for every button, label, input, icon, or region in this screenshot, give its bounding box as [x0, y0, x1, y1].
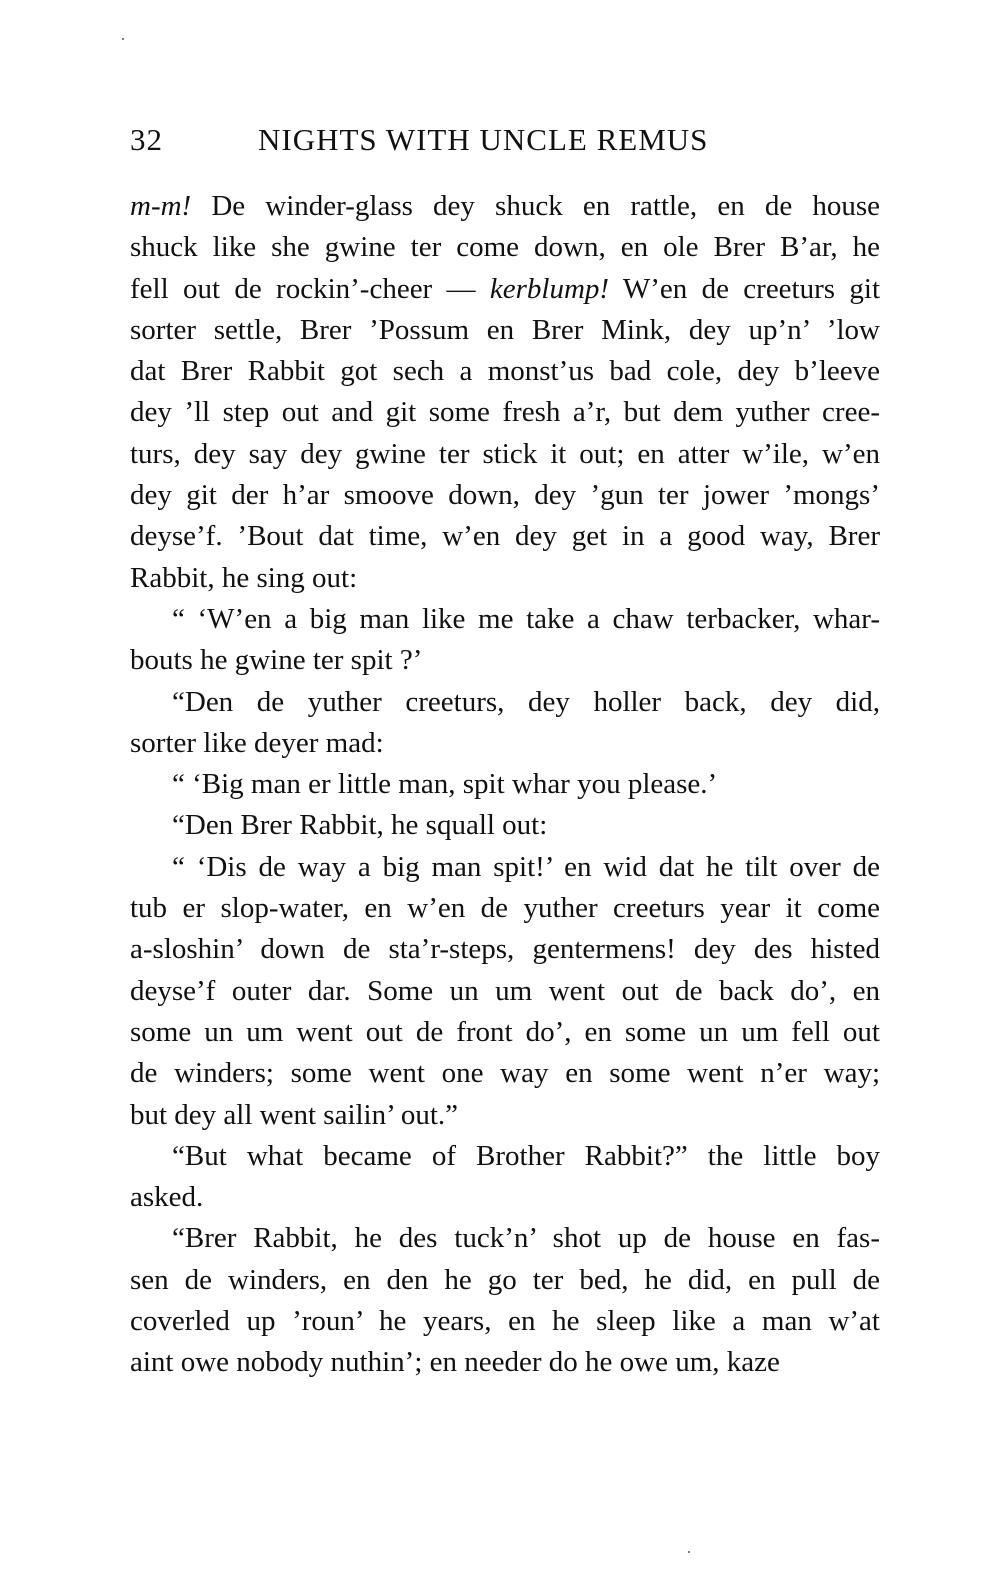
text-run: bouts he gwine ter spit ?’ — [130, 644, 423, 677]
text-run: de winders; some went one way en some went n’er way; — [130, 1057, 880, 1090]
text-line — [130, 475, 880, 516]
text-line — [130, 1260, 880, 1301]
text-run: deyse’f outer dar. Some un um went out de back do’, en — [130, 974, 880, 1007]
text-line — [130, 682, 880, 723]
text-run: W’en de creeturs git — [609, 272, 880, 305]
paragraph — [130, 599, 880, 682]
text-run: Rabbit, he sing out: — [130, 561, 358, 594]
paragraph — [130, 1136, 880, 1219]
text-run: dey ’ll step out and git some fresh a’r, but dem yuther cree- — [130, 396, 880, 429]
text-run: “ ‘Dis de way a big man spit!’ en wid dat he tilt over de — [172, 850, 880, 883]
text-run: De winder-glass dey shuck en rattle, en de house — [191, 190, 880, 222]
text-run: some un um went out de front do’, en some un um fell out — [130, 1015, 880, 1048]
text-run: dat Brer Rabbit got sech a monst’us bad cole, dey b’leeve — [130, 355, 880, 388]
text-line — [130, 1095, 880, 1136]
text-line — [130, 888, 880, 929]
text-line — [130, 599, 880, 640]
text-run: coverled up ’roun’ he years, en he sleep like a man w’at — [130, 1305, 880, 1338]
running-head — [130, 122, 880, 166]
text-run: a-sloshin’ down de sta’r-steps, gentermens! dey des histed — [130, 933, 880, 966]
text-line — [130, 516, 880, 557]
text-run: asked. — [130, 1181, 204, 1214]
text-line — [130, 929, 880, 970]
text-run: “But what became of Brother Rabbit?” the little boy — [172, 1139, 880, 1172]
text-run: tub er slop-water, en w’en de yuther creeturs year it come — [130, 892, 880, 925]
text-line — [130, 1342, 880, 1383]
paper-speck — [688, 1551, 690, 1553]
text-run: aint owe nobody nuthin’; en needer do he owe um, kaze — [130, 1346, 780, 1379]
text-line — [130, 1177, 880, 1218]
text-line — [130, 269, 880, 310]
text-line — [130, 392, 880, 433]
page-number: 32 — [130, 122, 163, 157]
text-line — [130, 186, 880, 227]
text-run: but dey all went sailin’ out.” — [130, 1098, 459, 1131]
text-line — [130, 1012, 880, 1053]
text-line — [130, 1218, 880, 1259]
paragraph — [130, 186, 880, 599]
text-line — [130, 310, 880, 351]
paragraph — [130, 764, 880, 805]
italic-text: m-m! — [130, 190, 192, 222]
text-run: shuck like she gwine ter come down, en ole Brer B’ar, he — [130, 231, 880, 264]
text-run: turs, dey say dey gwine ter stick it out; en atter w’ile, w’en — [130, 437, 880, 470]
text-run: “Brer Rabbit, he des tuck’n’ shot up de house en fas- — [172, 1222, 880, 1255]
text-run: sen de winders, en den he go ter bed, he did, en pull de — [130, 1263, 880, 1296]
text-line — [130, 971, 880, 1012]
text-line — [130, 847, 880, 888]
text-run: fell out de rockin’-cheer — — [130, 272, 490, 305]
paragraph — [130, 682, 880, 765]
paragraph — [130, 805, 880, 846]
text-line — [130, 1301, 880, 1342]
text-line — [130, 434, 880, 475]
text-line — [130, 1053, 880, 1094]
text-line — [130, 558, 880, 599]
text-run: sorter settle, Brer ’Possum en Brer Mink, dey up’n’ ’low — [130, 313, 880, 346]
paragraph — [130, 1218, 880, 1383]
text-line — [130, 723, 880, 764]
text-line — [130, 351, 880, 392]
paper-speck — [122, 38, 124, 40]
italic-text: kerblump! — [489, 272, 610, 305]
text-line — [130, 227, 880, 268]
text-line — [130, 764, 880, 805]
text-run: “Den Brer Rabbit, he squall out: — [172, 809, 548, 842]
text-run: “Den de yuther creeturs, dey holler back, dey did, — [172, 685, 880, 718]
body-text — [130, 186, 880, 1384]
paragraph — [130, 847, 880, 1136]
text-line — [130, 1136, 880, 1177]
running-title: NIGHTS WITH UNCLE REMUS — [258, 122, 709, 157]
text-run: “ ‘Big man er little man, spit whar you please.’ — [172, 768, 718, 801]
text-run: sorter like deyer mad: — [130, 726, 384, 759]
text-line — [130, 805, 880, 846]
text-line — [130, 640, 880, 681]
text-run: “ ‘W’en a big man like me take a chaw terbacker, whar- — [172, 602, 880, 635]
text-run: dey git der h’ar smoove down, dey ’gun ter jower ’mongs’ — [130, 479, 880, 512]
text-run: deyse’f. ’Bout dat time, w’en dey get in a good way, Brer — [130, 520, 880, 553]
